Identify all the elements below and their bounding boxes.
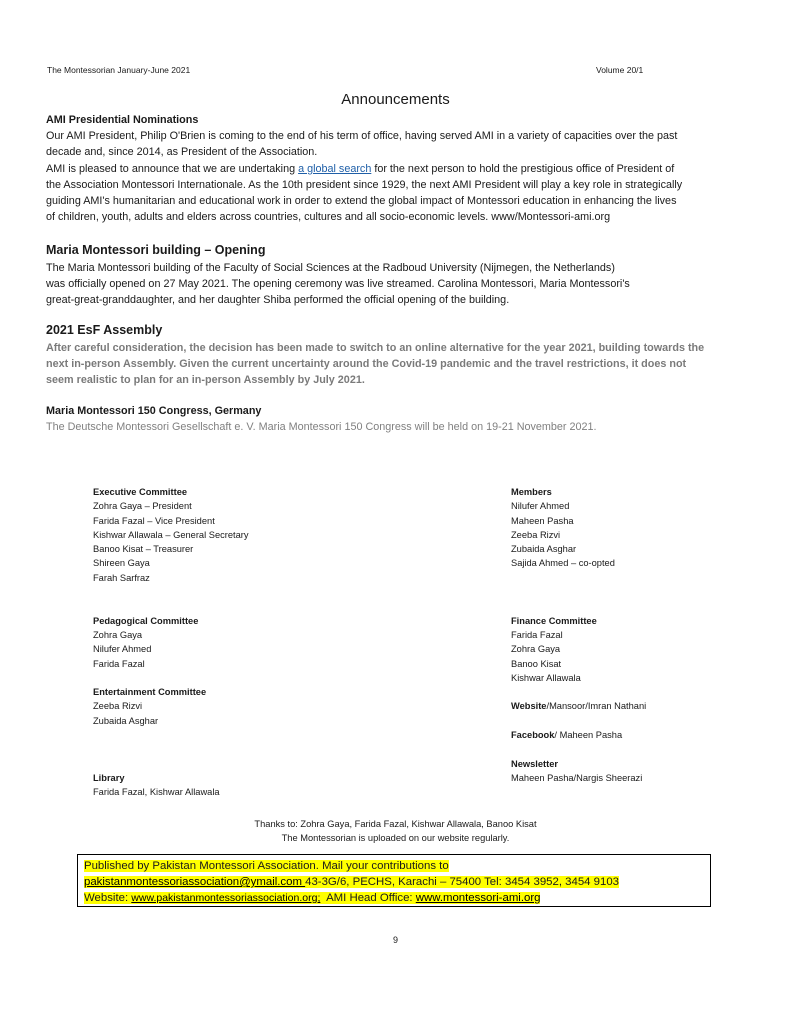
member-name: Sajida Ahmed – co-opted xyxy=(511,558,615,569)
website-prefix: Website: xyxy=(84,892,132,904)
website-label: Website xyxy=(511,701,547,712)
publisher-box xyxy=(77,854,711,907)
publisher-line: Published by Pakistan Montessori Association. Mail your contributions to xyxy=(84,860,449,872)
page-title: Announcements xyxy=(341,91,450,108)
esf-line-2: next in-person Assembly. Given the current uncertainty around the Covid-19 pandemic and the travel restrictions, it does not xyxy=(46,358,687,371)
ami-line-1: Our AMI President, Philip O'Brien is coming to the end of his term of office, having served AMI in a variety of capacities over the past xyxy=(46,130,678,143)
ami-office-label: AMI Head Office: xyxy=(320,892,416,904)
ami-p2-line-2: the Association Montessori Internationale. As the 10th president since 1929, the next AMI President will play a key role in strategically xyxy=(46,178,683,191)
running-header-left: The Montessorian January-June 2021 xyxy=(47,65,191,75)
congress-text: The Deutsche Montessori Gesellschaft e. V. Maria Montessori 150 Congress will be held on 19-21 November 2021. xyxy=(46,421,597,434)
building-line-2: was officially opened on 27 May 2021. The opening ceremony was live streamed. Carolina Montessori, Maria Montessori's xyxy=(46,278,630,291)
pedagogical-committee-heading: Pedagogical Committee xyxy=(93,615,199,626)
pedagogical-member: Zohra Gaya xyxy=(93,629,143,640)
ami-website-link[interactable]: www.montessori-ami.org xyxy=(415,892,541,904)
facebook-credit xyxy=(511,728,761,742)
member-name: Zeeba Rizvi xyxy=(511,529,561,540)
congress-heading: Maria Montessori 150 Congress, Germany xyxy=(46,405,262,417)
association-website-link[interactable]: www.pakistanmontessoriassociation.org; xyxy=(131,892,321,904)
website-value: /Mansoor/Imran Nathani xyxy=(546,701,647,712)
members-heading: Members xyxy=(511,487,552,497)
executive-committee-heading: Executive Committee xyxy=(93,487,188,497)
committees-right-column xyxy=(511,485,761,785)
running-header-right: Volume 20/1 xyxy=(596,65,644,75)
finance-member: Kishwar Allawala xyxy=(511,672,581,683)
ami-p2-line-4: of children, youth, adults and elders across countries, cultures and all socio-economic levels. www/Montessori-ami.org xyxy=(46,211,611,224)
website-credit xyxy=(511,699,761,713)
facebook-label: Facebook xyxy=(511,730,555,741)
thanks-block xyxy=(0,817,791,845)
ami-p2-line-3: guiding AMI's humanitarian and educational work in order to extend the global impact of Montessori education in enhancing the lives xyxy=(46,195,677,208)
esf-line-1: After careful consideration, the decision has been made to switch to an online alternative for the year 2021, building towards the xyxy=(46,342,705,354)
esf-line-3: seem realistic to plan for an in-person Assembly by July 2021. xyxy=(46,374,365,387)
executive-member: Banoo Kisat – Treasurer xyxy=(93,544,194,555)
esf-heading: 2021 EsF Assembly xyxy=(46,323,163,337)
member-name: Maheen Pasha xyxy=(511,515,574,526)
executive-member: Shireen Gaya xyxy=(93,558,150,569)
finance-member: Zohra Gaya xyxy=(511,644,561,655)
thanks-line: Thanks to: Zohra Gaya, Farida Fazal, Kishwar Allawala, Banoo Kisat xyxy=(254,819,537,829)
executive-member: Zohra Gaya – President xyxy=(93,501,192,512)
entertainment-committee-heading: Entertainment Committee xyxy=(93,687,207,698)
building-section xyxy=(46,240,746,309)
executive-member: Kishwar Allawala – General Secretary xyxy=(93,529,249,540)
executive-member: Farah Sarfraz xyxy=(93,572,150,583)
facebook-value: / Maheen Pasha xyxy=(554,730,623,741)
building-line-3: great-great-granddaughter, and her daughter Shiba performed the official opening of the building. xyxy=(46,294,510,307)
ami-section xyxy=(46,112,746,225)
page-number: 9 xyxy=(392,935,398,945)
ami-heading: AMI Presidential Nominations xyxy=(46,114,199,126)
ami-p2-pre: AMI is pleased to announce that we are undertaking xyxy=(46,162,299,175)
congress-section xyxy=(46,403,746,435)
building-heading: Maria Montessori building – Opening xyxy=(46,243,266,257)
newsletter-heading: Newsletter xyxy=(511,758,559,769)
ami-paragraph-2 xyxy=(46,161,746,177)
email-link[interactable]: pakistanmontessoriassociation@ymail.com xyxy=(84,876,306,888)
building-line-1: The Maria Montessori building of the Faculty of Social Sciences at the Radboud University (Nijmegen, the Netherlands) xyxy=(46,262,615,274)
finance-member: Banoo Kisat xyxy=(511,658,562,669)
executive-member: Farida Fazal – Vice President xyxy=(93,515,215,526)
member-name: Nilufer Ahmed xyxy=(511,501,570,512)
member-name: Zubaida Asghar xyxy=(511,544,577,555)
library-heading: Library xyxy=(93,772,125,783)
entertainment-member: Zubaida Asghar xyxy=(93,715,159,726)
global-search-link[interactable]: a global search xyxy=(298,162,372,175)
finance-committee-heading: Finance Committee xyxy=(511,615,597,626)
ami-p2-post: for the next person to hold the prestigious office of President of xyxy=(371,162,675,175)
finance-member: Farida Fazal xyxy=(511,629,563,640)
publisher-address: 43-3G/6, PECHS, Karachi – 75400 Tel: 3454 3952, 3454 9103 xyxy=(305,876,620,888)
entertainment-member: Zeeba Rizvi xyxy=(93,701,143,712)
pedagogical-member: Farida Fazal xyxy=(93,658,145,669)
newsletter-value: Maheen Pasha/Nargis Sheerazi xyxy=(511,772,643,783)
library-member: Farida Fazal, Kishwar Allawala xyxy=(93,787,220,798)
upload-note: The Montessorian is uploaded on our website regularly. xyxy=(281,833,510,843)
committees-left-column xyxy=(93,485,393,800)
pedagogical-member: Nilufer Ahmed xyxy=(93,644,152,655)
ami-line-2: decade and, since 2014, as President of the Association. xyxy=(46,146,318,159)
esf-section xyxy=(46,320,746,389)
